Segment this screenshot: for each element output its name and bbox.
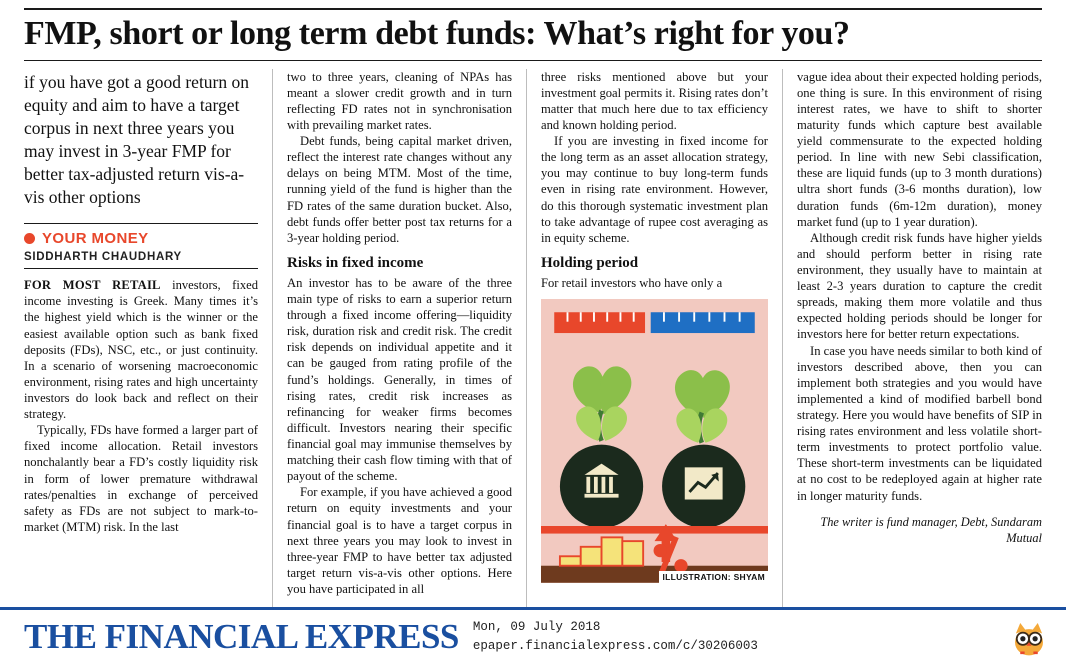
- paragraph: For retail investors who have only a: [541, 275, 723, 290]
- byline-rule: [24, 268, 258, 269]
- paragraph: two to three years, cleaning of NPAs has meant a slower credit growth and in turn reflecting FD rates not in synchronisation with prevailing market rates.: [287, 69, 512, 133]
- owl-icon: [1008, 616, 1050, 658]
- paragraph-text: investors, fixed income investing is Greek. Many times it’s the highest yield which is the winner or the easiest available option such as bank fixed deposits (FDs), NSC, etc., or just continuity. In a scenario of worsening macroeconomic environment, rising rates and high uncertainty investors do look back and reflect on their strategy.: [24, 278, 258, 422]
- standfirst: if you have got a good return on equity and aim to have a target corpus in next three years you may invest in 3-year FMP for better tax-adjusted return vis-a-vis other options: [24, 71, 250, 208]
- column-3: [526, 69, 782, 625]
- paragraph: [24, 277, 258, 422]
- subheading: Risks in fixed income: [287, 254, 424, 271]
- publication-date: Mon, 09 July 2018: [472, 620, 601, 635]
- paragraph: three risks mentioned above but your investment goal permits it. Rising rates don’t matter that much here due to tax efficiency and known holding period.: [541, 69, 768, 133]
- article-columns: [24, 69, 1042, 625]
- paragraph: In case you have needs similar to both kind of investors described above, then you can implement both strategies and you would have implemented a kind of modified barbell bond strategy. Here you would have benefits of SIP in rising rates environment and less volatile short-term investments to protect portfolio value. These short-term investments can be liquidated at no cost to be redeployed again at higher rate in longer maturity funds.: [797, 343, 1042, 503]
- kicker-top-rule: [24, 223, 258, 224]
- kicker-label: YOUR MONEY: [42, 230, 149, 248]
- column-4: [782, 69, 1042, 625]
- headline-rule: [24, 60, 1042, 61]
- epaper-url[interactable]: epaper.financialexpress.com/c/30206003: [472, 638, 758, 653]
- column-2: [272, 69, 526, 625]
- subheading: Holding period: [541, 254, 639, 271]
- illustration: [541, 299, 768, 583]
- paragraph: Although credit risk funds have higher yields and should perform better in rising rate environment, they usually have to maintain at least 2-3 years duration to capture the credit spreads, making them more volatile and thus expected holding periods should be longer for investors here for better return expectations.: [797, 230, 1042, 342]
- column-1: [24, 69, 272, 625]
- paragraph: If you are investing in fixed income for the long term as an asset allocation strategy, you may continue to buy long-term funds even in rising rate environment. However, do this thorough systematic investment plan to take advantage of rupee cost averaging as in equity scheme.: [541, 134, 768, 245]
- writer-credit: The writer is fund manager, Debt, Sundaram Mutual: [820, 514, 1042, 545]
- illustration-credit: ILLUSTRATION: SHYAM: [659, 571, 768, 583]
- paragraph: An investor has to be aware of the three main type of risks to earn a superior return through a fixed income offering—liquidity risk, duration risk and credit risk. The credit risk depends on individual appetite and it can be gauged from rating profile of the fund’s holdings. Generally, in times of rising rates, credit risk increases as refinancing for weaker firms becomes difficult. Investors nearing their specific financial goal may immunise themselves by matching their cash flow timing with that of payout of the scheme.: [287, 275, 512, 484]
- masthead-logo: THE FINANCIAL EXPRESS: [24, 616, 459, 656]
- top-rule: [24, 8, 1042, 10]
- illustration-graphic: [541, 299, 768, 583]
- paragraph: Debt funds, being capital market driven, reflect the interest rate changes without any delays on being MTM. Most of the time, running yield of the fund is higher than the FD rates of the same duration bucket. Also, debt funds offer better post tax returns for a 3-year holding period.: [287, 134, 512, 245]
- byline: SIDDHARTH CHAUDHARY: [24, 251, 182, 264]
- paragraph: vague idea about their expected holding periods, one thing is sure. In this environment of rising interest rates, we have to shift to shorter maturity funds which capture best available yield commensurate to the expected holding period. In line with new Sebi classification, these are liquid funds (up to 3 month durations) ultra short funds (3-6 months duration), low duration funds (6m-12m duration), money market fund (up to 1 year duration).: [797, 69, 1042, 229]
- section-kicker: [24, 230, 258, 247]
- page-footer: [0, 607, 1066, 663]
- pot-right: [662, 445, 745, 528]
- lead-in-text: FOR MOST RETAIL: [24, 278, 161, 293]
- pot-left: [560, 445, 643, 528]
- paragraph: For example, if you have achieved a good return on equity investments and your financial goal is to have a target corpus in next three years you may look to invest in three-year FMP to have better tax adjusted target return vis-a-vis other options. Here you have participated in all: [287, 485, 512, 596]
- page-title: FMP, short or long term debt funds: What’s right for you?: [24, 15, 850, 52]
- footer-meta: [473, 618, 758, 654]
- bullet-icon: [24, 233, 35, 244]
- paragraph: Typically, FDs have formed a larger part of fixed income allocation. Retail investors nonchalantly bear a FD’s costly liquidity risk in form of lower premature withdrawal rates/penalties in exchange of perceived safety as FDs are not subject to mark-to-market (MTM) risk. In the last: [24, 423, 258, 534]
